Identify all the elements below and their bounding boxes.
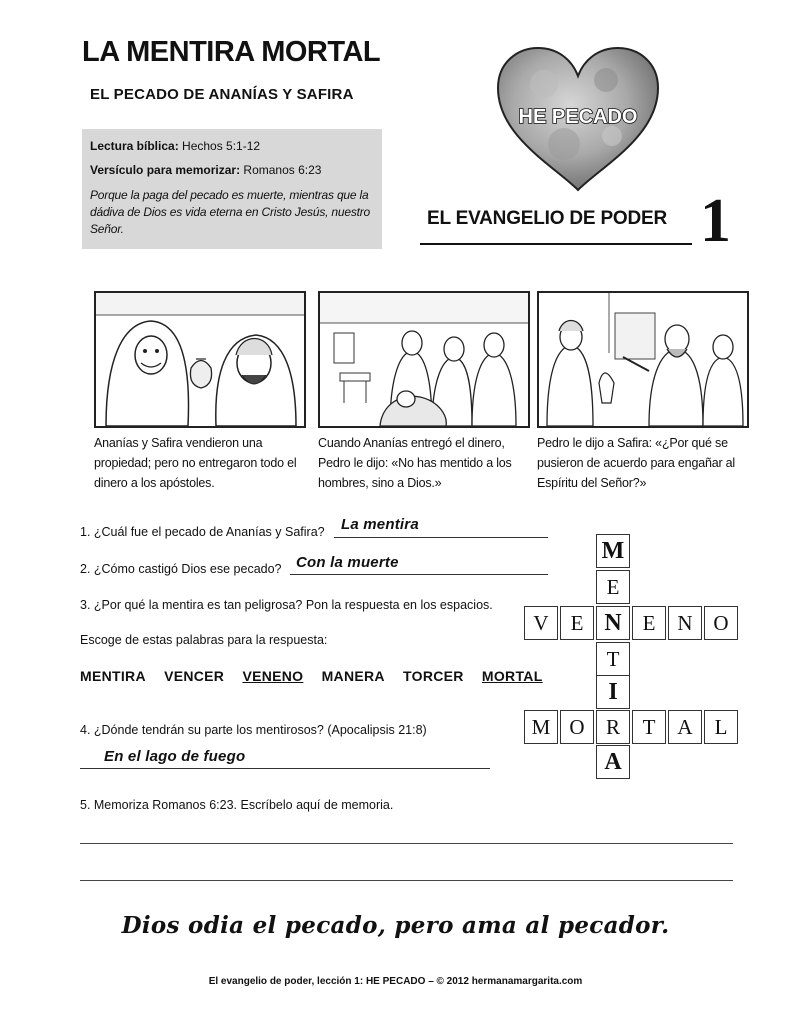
page-subtitle: EL PECADO DE ANANÍAS Y SAFIRA (90, 86, 354, 103)
question-5: 5. Memoriza Romanos 6:23. Escríbelo aquí de memoria. (80, 798, 394, 812)
crossword-cell[interactable]: O (560, 710, 594, 744)
crossword-cell[interactable]: O (704, 606, 738, 640)
answer-2-line (290, 574, 548, 575)
crossword-cell[interactable]: T (632, 710, 666, 744)
crossword-cell[interactable]: L (704, 710, 738, 744)
memory-label: Versículo para memorizar: (90, 163, 241, 177)
panel-caption-3: Pedro le dijo a Safira: «¿Por qué se pusieron de acuerdo para engañar al Espíritu del Señor?» (537, 436, 736, 490)
illustration-panel-2 (318, 291, 530, 428)
reading-value: Hechos 5:1-12 (182, 139, 261, 153)
illustration-panel-3 (537, 291, 749, 428)
memory-value: Romanos 6:23 (243, 163, 322, 177)
heart-text: HE PECADO (518, 106, 638, 128)
memory-verse-text: Porque la paga del pecado es muerte, mientras que la dádiva de Dios es vida eterna en Cristo Jesús, nuestro Señor. (90, 188, 371, 236)
crossword-cell[interactable]: E (632, 606, 666, 640)
heart-badge (494, 44, 662, 194)
word-bank-item: MORTAL (481, 668, 543, 684)
crossword-cell[interactable]: M (524, 710, 558, 744)
answer-2[interactable]: Con la muerte (296, 554, 399, 571)
crossword-cell[interactable]: A (668, 710, 702, 744)
word-bank-item: TORCER (403, 668, 464, 684)
panel-caption-1: Ananías y Safira vendieron una propiedad; pero no entregaron todo el dinero a los apóstoles. (94, 436, 297, 490)
word-bank-item: MANERA (321, 668, 385, 684)
crossword-cell[interactable]: I (596, 675, 630, 709)
answer-5-line-1 (80, 843, 733, 844)
question-4: 4. ¿Dónde tendrán su parte los mentirosos? (Apocalipsis 21:8) (80, 723, 427, 737)
illustration-panel-1 (94, 291, 306, 428)
series-underline (420, 243, 692, 245)
page-title: LA MENTIRA MORTAL (82, 36, 381, 68)
crossword-cell[interactable]: N (668, 606, 702, 640)
word-bank-item: VENCER (164, 668, 225, 684)
answer-4-line (80, 768, 490, 769)
answer-1[interactable]: La mentira (341, 516, 419, 533)
memory-verse-row (90, 163, 321, 177)
question-3: 3. ¿Por qué la mentira es tan peligrosa? Pon la respuesta en los espacios. (80, 598, 493, 612)
choose-words-instruction: Escoge de estas palabras para la respuesta: (80, 633, 328, 647)
word-bank-item: MENTIRA (80, 668, 146, 684)
word-bank-item: VENENO (242, 668, 304, 684)
closing-motto: Dios odia el pecado, pero ama al pecador. (121, 912, 670, 939)
crossword-cell[interactable]: E (560, 606, 594, 640)
crossword-cell[interactable]: N (596, 606, 630, 640)
panel-caption-2: Cuando Ananías entregó el dinero, Pedro le dijo: «No has mentido a los hombres, sino a Dios.» (318, 436, 512, 490)
crossword-cell[interactable]: R (596, 710, 630, 744)
question-2: 2. ¿Cómo castigó Dios ese pecado? (80, 562, 282, 576)
crossword-cell[interactable]: M (596, 534, 630, 568)
lesson-number: 1 (700, 187, 731, 255)
crossword-cell[interactable]: E (596, 570, 630, 604)
crossword-cell[interactable]: A (596, 745, 630, 779)
reading-label: Lectura bíblica: (90, 139, 179, 153)
reading-row (90, 139, 260, 153)
question-1: 1. ¿Cuál fue el pecado de Ananías y Safira? (80, 525, 325, 539)
crossword-cell[interactable]: T (596, 642, 630, 676)
word-bank (80, 668, 557, 684)
scripture-info-box (82, 129, 382, 249)
page-footer: El evangelio de poder, lección 1: HE PECADO – © 2012 hermanamargarita.com (208, 976, 583, 987)
crossword-cell[interactable]: V (524, 606, 558, 640)
answer-1-line (334, 537, 548, 538)
answer-5-line-2 (80, 880, 733, 881)
series-title: EL EVANGELIO DE PODER (427, 208, 668, 229)
answer-4[interactable]: En el lago de fuego (104, 748, 246, 765)
